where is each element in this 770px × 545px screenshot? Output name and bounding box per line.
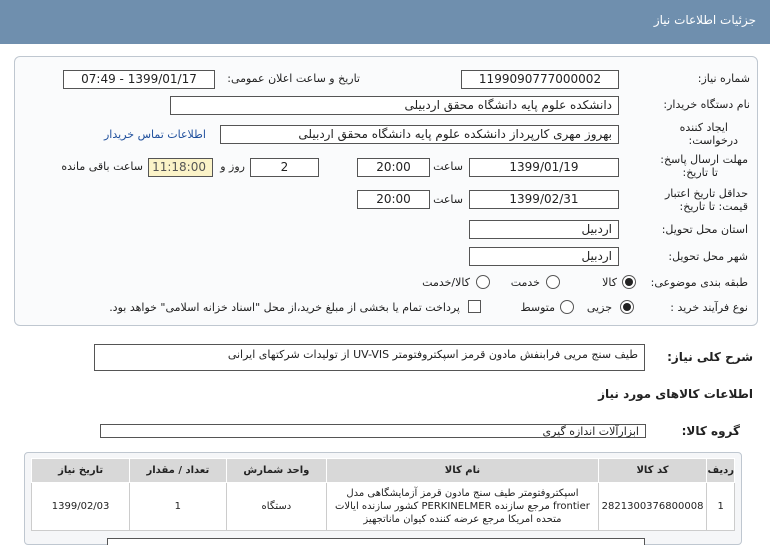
creator-field: بهروز مهری کارپرداز دانشکده علوم پایه دانشگاه محقق اردبیلی [220,125,619,144]
category-both-label: کالا/خدمت [422,276,470,289]
row-index: 1 [707,483,735,531]
purchase-medium-radio[interactable] [560,300,574,314]
description-label: شرح کلی نیاز: [667,350,753,364]
category-label: طبقه بندی موضوعی: [650,276,748,289]
buyer-field: دانشکده علوم پایه دانشگاه محقق اردبیلی [170,96,619,115]
row-code: 2821300376800008 [598,483,707,531]
days-field: 2 [250,158,319,177]
row-qty: 1 [130,483,226,531]
validity-time-label: ساعت [433,193,463,206]
category-service-label: خدمت [510,276,540,289]
need-number-field: 1199090777000002 [461,70,619,89]
col-qty: تعداد / مقدار [130,459,226,483]
page-header [0,0,770,44]
city-field: اردبیل [469,247,619,266]
col-name: نام کالا [327,459,598,483]
province-field: اردبیل [469,220,619,239]
category-both-radio[interactable] [476,275,490,289]
purchase-small-label: جزیی [586,301,612,314]
col-unit: واحد شمارش [226,459,327,483]
announce-field: 1399/01/17 - 07:49 [63,70,215,89]
next-field-box [107,538,645,545]
validity-label-2: قیمت: تا تاریخ: [679,200,748,213]
need-number-label: شماره نیاز: [697,72,750,85]
reply-deadline-label-1: مهلت ارسال پاسخ: [660,153,748,166]
row-name: اسپکتروفتومتر طیف سنج مادون قرمز آزمایشگاهی مدل frontier مرجع سازنده PERKINELMER کشور سازنده ایالات متحده امریکا مرجع عرضه کننده کیوان ماناتجهیز [327,483,598,531]
category-service-radio[interactable] [546,275,560,289]
col-date: تاریخ نیاز [32,459,130,483]
purchase-small-radio[interactable] [620,300,634,314]
creator-label-2: درخواست: [688,134,738,147]
description-field: طیف سنج مریی فرابنفش مادون قرمز اسپکتروفتومتر UV-VIS از تولیدات شرکتهای ایرانی [94,344,645,371]
category-goods-radio[interactable] [622,275,636,289]
reply-time-field: 20:00 [357,158,430,177]
treasury-bonds-checkbox[interactable] [468,300,481,313]
province-label: استان محل تحویل: [661,223,748,236]
validity-label-1: حداقل تاریخ اعتبار [664,187,748,200]
goods-table-container [24,452,742,545]
goods-group-field: ابزارآلات اندازه گیری [100,424,646,438]
city-label: شهر محل تحویل: [668,250,748,263]
reply-time-label: ساعت [433,160,463,173]
treasury-bonds-note: پرداخت تمام یا بخشی از مبلغ خرید،از محل "اسناد خزانه اسلامی" خواهد بود. [109,301,460,314]
creator-label-1: ایجاد کننده [679,121,728,134]
table-row [32,483,735,531]
announce-label: تاریخ و ساعت اعلان عمومی: [227,72,360,85]
row-date: 1399/02/03 [32,483,130,531]
goods-group-label: گروه کالا: [681,424,740,438]
validity-time-field: 20:00 [357,190,430,209]
purchase-type-label: نوع فرآیند خرید : [670,301,748,314]
reply-date-field: 1399/01/19 [469,158,619,177]
contact-buyer-link[interactable]: اطلاعات تماس خریدار [104,128,206,141]
remaining-time-field: 11:18:00 [148,158,213,177]
page-title: جزئیات اطلاعات نیاز [653,13,756,27]
goods-table [31,458,735,531]
remaining-label: ساعت باقی مانده [61,160,143,173]
goods-section-title: اطلاعات کالاهای مورد نیاز [598,387,753,401]
purchase-medium-label: متوسط [520,301,555,314]
col-code: کد کالا [598,459,707,483]
validity-date-field: 1399/02/31 [469,190,619,209]
row-unit: دستگاه [226,483,327,531]
days-label: روز و [220,160,245,173]
buyer-label: نام دستگاه خریدار: [663,98,750,111]
reply-deadline-label-2: تا تاریخ: [682,166,718,179]
category-goods-label: کالا [602,276,617,289]
col-index: ردیف [707,459,735,483]
